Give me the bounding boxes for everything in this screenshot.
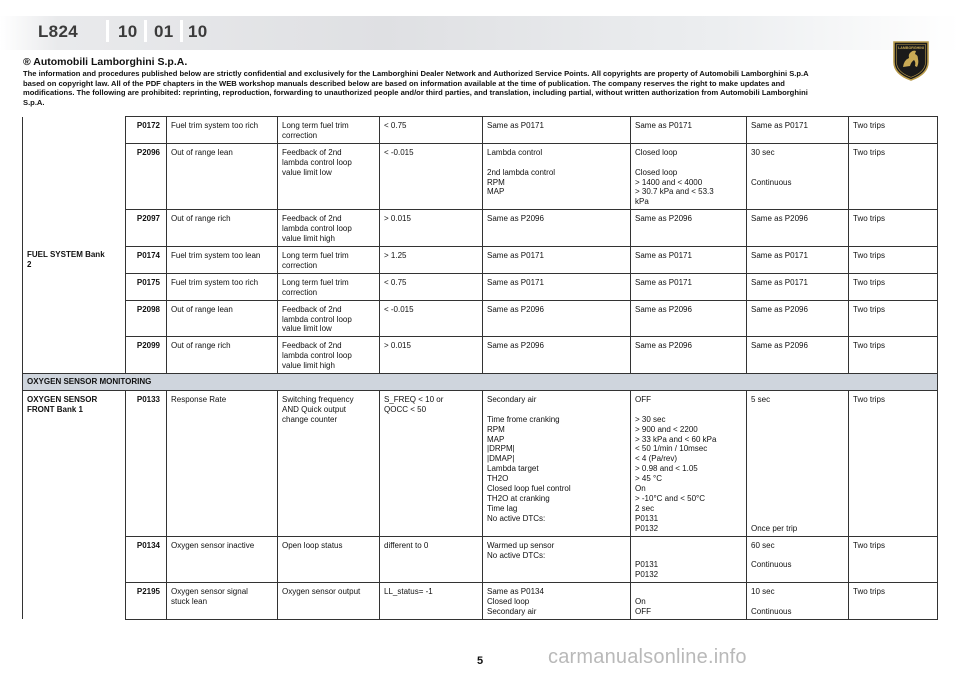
time-required-cell: Same as P0171: [747, 117, 849, 144]
time-required-cell: 30 sec Continuous: [747, 143, 849, 209]
system-group-cell: [23, 117, 126, 144]
fault-description-cell: Out of range lean: [167, 300, 278, 337]
enable-conditions-cell: Closed loop Closed loop > 1400 and < 4000 > 30.7 kPa and < 53.3 kPa: [631, 143, 747, 209]
table-row: [23, 246, 938, 273]
system-group-cell: [23, 143, 126, 209]
diagnostic-monitoring-table: [22, 116, 938, 620]
secondary-parameters-cell: Same as P2096: [483, 337, 631, 374]
mil-illumination-cell: Two trips: [849, 337, 938, 374]
secondary-parameters-cell: Same as P0134 Closed loop Secondary air: [483, 583, 631, 620]
table-row: [23, 390, 938, 536]
malfunction-threshold-cell: > 1.25: [380, 246, 483, 273]
section-title: OXYGEN SENSOR MONITORING: [23, 374, 938, 391]
time-required-cell: Same as P0171: [747, 246, 849, 273]
header-separator: [106, 20, 109, 42]
fault-description-cell: Out of range rich: [167, 210, 278, 247]
malfunction-threshold-cell: LL_status= -1: [380, 583, 483, 620]
malfunction-threshold-cell: < -0.015: [380, 300, 483, 337]
time-required-cell: Same as P2096: [747, 300, 849, 337]
dtc-code-cell: P0174: [126, 246, 167, 273]
enable-conditions-cell: Same as P2096: [631, 337, 747, 374]
time-required-cell: 5 sec Once per trip: [747, 390, 849, 536]
dtc-code-cell: P2096: [126, 143, 167, 209]
time-required-cell: 10 sec Continuous: [747, 583, 849, 620]
time-required-cell: Same as P2096: [747, 210, 849, 247]
enable-conditions-cell: Same as P0171: [631, 273, 747, 300]
mil-illumination-cell: Two trips: [849, 583, 938, 620]
enable-conditions-cell: On OFF: [631, 583, 747, 620]
mil-illumination-cell: Two trips: [849, 300, 938, 337]
time-required-cell: Same as P0171: [747, 273, 849, 300]
fault-description-cell: Response Rate: [167, 390, 278, 536]
enable-conditions-cell: OFF > 30 sec > 900 and < 2200 > 33 kPa and < 60 kPa < 50 1/min / 10msec < 4 (Pa/rev) > 0.98 and < 1.05 > 45 °C On > -10°C and < 50°C 2 sec P0131 P0132: [631, 390, 747, 536]
system-group-cell: FUEL SYSTEM Bank 2: [23, 246, 126, 273]
header-separator: [180, 20, 183, 42]
company-name: ® Automobili Lamborghini S.p.A.: [23, 56, 188, 68]
fault-description-cell: Fuel trim system too rich: [167, 273, 278, 300]
mil-illumination-cell: Two trips: [849, 143, 938, 209]
dtc-code-cell: P0133: [126, 390, 167, 536]
secondary-parameters-cell: Same as P2096: [483, 210, 631, 247]
fault-description-cell: Oxygen sensor signal stuck lean: [167, 583, 278, 620]
dtc-code-cell: P0175: [126, 273, 167, 300]
confidentiality-notice: The information and procedures published below are strictly confidential and exclusively for the Lamborghini Dealer Network and Authorized Service Points. All copyrights are property of Automobili Lamborghini S.p.A based on copyright law. All of the PDF chapters in the WEB workshop manuals described below are based on information available at the time of publication. The company reserves the right to make updates and modifications. The following are prohibited: reprinting, reproduction, forwarding to unauthorized people and/or third parties, and translation, including partial, without written authorization from Automobili Lamborghini S.p.A.: [23, 69, 809, 108]
monitor-strategy-cell: Open loop status: [278, 536, 380, 583]
dtc-code-cell: P2097: [126, 210, 167, 247]
fault-description-cell: Out of range lean: [167, 143, 278, 209]
dtc-code-cell: P2099: [126, 337, 167, 374]
system-group-cell: [23, 273, 126, 300]
secondary-parameters-cell: Same as P0171: [483, 246, 631, 273]
time-required-cell: 60 sec Continuous: [747, 536, 849, 583]
mil-illumination-cell: Two trips: [849, 390, 938, 536]
enable-conditions-cell: Same as P2096: [631, 300, 747, 337]
system-group-cell: OXYGEN SENSOR FRONT Bank 1: [23, 390, 126, 536]
secondary-parameters-cell: Same as P2096: [483, 300, 631, 337]
monitor-strategy-cell: Oxygen sensor output: [278, 583, 380, 620]
lamborghini-logo-icon: [891, 38, 931, 82]
dtc-code-cell: P2195: [126, 583, 167, 620]
system-group-cell: [23, 337, 126, 374]
section-header-row: [23, 374, 938, 391]
svg-text:LAMBORGHINI: LAMBORGHINI: [898, 46, 924, 50]
table-row: [23, 536, 938, 583]
secondary-parameters-cell: Lambda control 2nd lambda control RPM MAP: [483, 143, 631, 209]
table-row: [23, 583, 938, 620]
header-separator: [144, 20, 147, 42]
mil-illumination-cell: Two trips: [849, 273, 938, 300]
dtc-code-cell: P0134: [126, 536, 167, 583]
monitor-strategy-cell: Feedback of 2nd lambda control loop value limit low: [278, 300, 380, 337]
mil-illumination-cell: Two trips: [849, 210, 938, 247]
enable-conditions-cell: P0131 P0132: [631, 536, 747, 583]
malfunction-threshold-cell: different to 0: [380, 536, 483, 583]
monitor-strategy-cell: Long term fuel trim correction: [278, 117, 380, 144]
table-row: [23, 210, 938, 247]
table-row: [23, 300, 938, 337]
monitor-strategy-cell: Feedback of 2nd lambda control loop value limit high: [278, 337, 380, 374]
fault-description-cell: Out of range rich: [167, 337, 278, 374]
enable-conditions-cell: Same as P2096: [631, 210, 747, 247]
enable-conditions-cell: Same as P0171: [631, 117, 747, 144]
fault-description-cell: Oxygen sensor inactive: [167, 536, 278, 583]
watermark: carmanualsonline.info: [548, 646, 747, 668]
monitor-strategy-cell: Long term fuel trim correction: [278, 246, 380, 273]
monitor-strategy-cell: Feedback of 2nd lambda control loop value limit low: [278, 143, 380, 209]
fault-description-cell: Fuel trim system too rich: [167, 117, 278, 144]
time-required-cell: Same as P2096: [747, 337, 849, 374]
doc-code-model: L824: [38, 22, 78, 41]
system-group-cell: [23, 536, 126, 583]
monitor-strategy-cell: Switching frequency AND Quick output change counter: [278, 390, 380, 536]
doc-code-subsection: 10: [188, 22, 208, 41]
secondary-parameters-cell: Secondary air Time frome cranking RPM MAP |DRPM| |DMAP| Lambda target TH2O Closed loop fuel control TH2O at cranking Time lag No active DTCs:: [483, 390, 631, 536]
mil-illumination-cell: Two trips: [849, 117, 938, 144]
malfunction-threshold-cell: < 0.75: [380, 273, 483, 300]
secondary-parameters-cell: Same as P0171: [483, 117, 631, 144]
malfunction-threshold-cell: S_FREQ < 10 or QOCC < 50: [380, 390, 483, 536]
system-group-cell: [23, 583, 126, 620]
malfunction-threshold-cell: > 0.015: [380, 210, 483, 247]
system-group-cell: [23, 210, 126, 247]
doc-code-section: 01: [154, 22, 174, 41]
monitor-strategy-cell: Long term fuel trim correction: [278, 273, 380, 300]
monitor-strategy-cell: Feedback of 2nd lambda control loop value limit high: [278, 210, 380, 247]
table-row: [23, 117, 938, 144]
fault-description-cell: Fuel trim system too lean: [167, 246, 278, 273]
secondary-parameters-cell: Warmed up sensor No active DTCs:: [483, 536, 631, 583]
doc-code-group: 10: [118, 22, 138, 41]
table-row: [23, 337, 938, 374]
malfunction-threshold-cell: > 0.015: [380, 337, 483, 374]
page-number: 5: [476, 655, 484, 667]
mil-illumination-cell: Two trips: [849, 246, 938, 273]
malfunction-threshold-cell: < -0.015: [380, 143, 483, 209]
mil-illumination-cell: Two trips: [849, 536, 938, 583]
table-row: [23, 143, 938, 209]
dtc-code-cell: P0172: [126, 117, 167, 144]
secondary-parameters-cell: Same as P0171: [483, 273, 631, 300]
dtc-code-cell: P2098: [126, 300, 167, 337]
system-group-cell: [23, 300, 126, 337]
table-row: [23, 273, 938, 300]
enable-conditions-cell: Same as P0171: [631, 246, 747, 273]
malfunction-threshold-cell: < 0.75: [380, 117, 483, 144]
